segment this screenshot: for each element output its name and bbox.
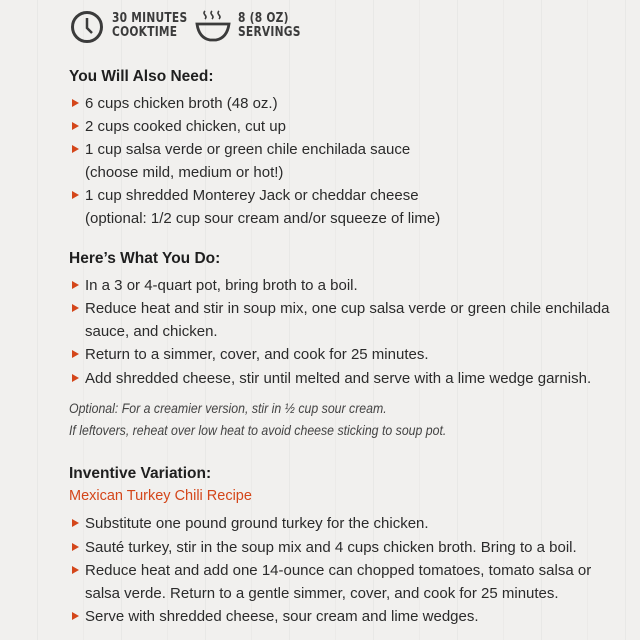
- list-item: Sauté turkey, stir in the soup mix and 4 cups chicken broth. Bring to a boil.: [85, 536, 625, 559]
- list-item: Reduce heat and add one 14-ounce can chopped tomatoes, tomato salsa or salsa verde. Return to a gentle simmer, cover, and cook for 25 minutes.: [85, 559, 625, 605]
- cooktime-value: 30 MINUTES: [112, 11, 188, 26]
- list-item: 6 cups chicken broth (48 oz.): [85, 92, 625, 115]
- cooktime: [112, 12, 187, 40]
- list-item: Reduce heat and stir in soup mix, one cup salsa verde or green chile enchilada sauce, and chicken.: [85, 297, 625, 343]
- list-item: 1 cup salsa verde or green chile enchilada sauce (choose mild, medium or hot!): [85, 138, 625, 184]
- clock-icon: [70, 10, 104, 49]
- cooktime-label: COOKTIME: [112, 25, 178, 40]
- leftovers-note: If leftovers, reheat over low heat to avoid cheese sticking to soup pot.: [69, 422, 447, 438]
- variation-subtitle: Mexican Turkey Chili Recipe: [69, 488, 252, 504]
- servings: [238, 12, 301, 40]
- variation-heading: Inventive Variation:: [69, 465, 212, 482]
- servings-label: SERVINGS: [238, 25, 301, 40]
- list-item: Return to a simmer, cover, and cook for 25 minutes.: [85, 343, 625, 366]
- list-item: Substitute one pound ground turkey for the chicken.: [85, 512, 625, 535]
- soup-bowl-icon: [194, 9, 232, 48]
- list-item: In a 3 or 4-quart pot, bring broth to a boil.: [85, 274, 625, 297]
- list-item: Serve with shredded cheese, sour cream and lime wedges.: [85, 605, 625, 628]
- what-you-do-heading: Here’s What You Do:: [69, 250, 221, 267]
- list-item: Add shredded cheese, stir until melted and serve with a lime wedge garnish.: [85, 367, 625, 390]
- servings-value: 8 (8 OZ): [238, 11, 289, 26]
- list-item: 2 cups cooked chicken, cut up: [85, 115, 625, 138]
- also-need-heading: You Will Also Need:: [69, 68, 214, 85]
- optional-note: Optional: For a creamier version, stir in ½ cup sour cream.: [69, 400, 387, 416]
- list-item: 1 cup shredded Monterey Jack or cheddar cheese (optional: 1/2 cup sour cream and/or squeeze of lime): [85, 184, 625, 230]
